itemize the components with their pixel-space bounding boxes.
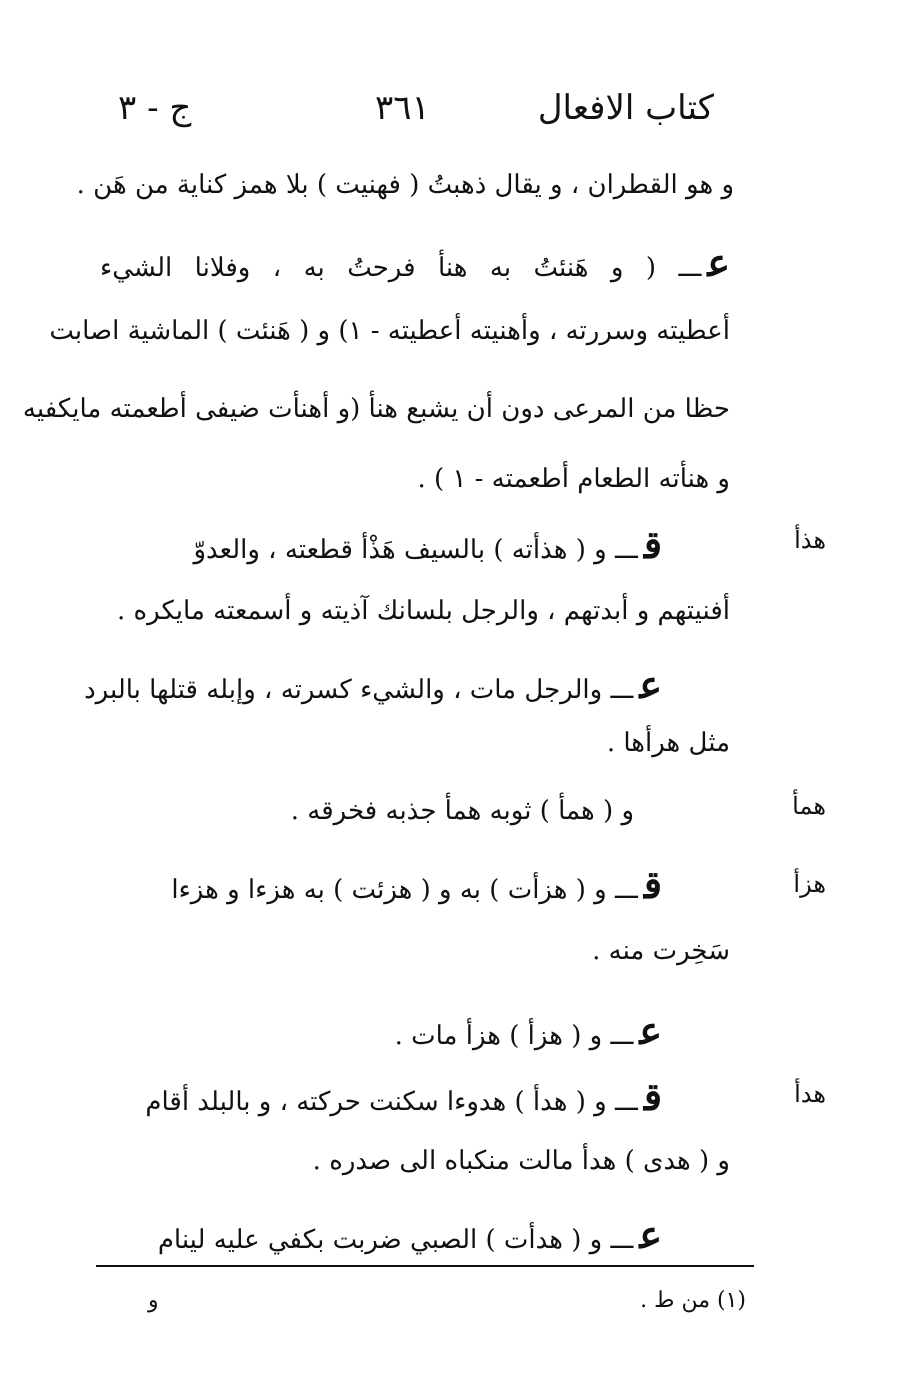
line-text: و ( هدى ) هدأ مالت منكباه الى صدره .	[312, 1146, 730, 1176]
text-line	[394, 1008, 662, 1053]
section-marker: ع	[707, 240, 730, 285]
line-text: ـــ و ( هذأته ) بالسيف هَذْأ قطعته ، والعدوّ	[193, 535, 638, 565]
headword: هزأ	[793, 870, 826, 898]
headword: هذأ	[794, 526, 826, 554]
line-text: ـــ والرجل مات ، والشيء كسرته ، وإبله قتلها بالبرد	[84, 675, 634, 705]
section-marker: ع	[639, 1212, 662, 1257]
line-text: و هو القطران ، و يقال ذهبتُ ( فهنيت ) بلا همز كناية من هَن .	[76, 170, 734, 200]
text-line	[117, 598, 730, 624]
catchword: و	[148, 1288, 159, 1313]
text-line	[100, 240, 730, 285]
text-line	[607, 730, 730, 756]
line-text: مثل هرأها .	[606, 728, 730, 758]
headword: هدأ	[794, 1080, 826, 1108]
line-text: و ( همأ ) ثوبه همأ جذبه فخرقه .	[290, 796, 634, 826]
text-line	[171, 862, 662, 907]
text-line	[49, 316, 730, 346]
line-text: ـــ ( و هَنئتُ به هنأ فرحتُ به ، وفلانا الشيء	[100, 253, 702, 283]
section-marker: ق	[643, 522, 662, 567]
footnote: (١) من ط .	[640, 1288, 746, 1313]
volume-label: ج - ٣	[118, 88, 192, 128]
text-line	[592, 938, 730, 964]
line-text: ـــ و ( هزأ ) هزأ مات .	[394, 1021, 634, 1051]
page-number: ٣٦١	[375, 88, 430, 128]
line-text: أفنيتهم و أبدتهم ، والرجل بلسانك آذيته و أسمعته مايكره .	[116, 596, 730, 626]
section-marker: ق	[643, 1074, 662, 1119]
footnote-divider	[96, 1265, 754, 1267]
line-text: ـــ و ( هدأت ) الصبي ضربت بكفي عليه لينام	[157, 1225, 634, 1255]
text-line	[313, 1148, 730, 1174]
text-line	[291, 798, 634, 824]
section-marker: ع	[639, 662, 662, 707]
section-marker: ق	[643, 862, 662, 907]
text-line	[145, 1074, 662, 1119]
line-text: ـــ و ( هزأت ) به و ( هزئت ) به هزءا و هزءا	[171, 875, 638, 905]
line-text: ـــ و ( هدأ ) هدوءا سكنت حركته ، و بالبلد أقام	[145, 1087, 638, 1117]
line-text: و هنأته الطعام أطعمته - ١ ) .	[417, 464, 730, 494]
headword: همأ	[792, 792, 826, 820]
line-text: سَخِرت منه .	[592, 936, 730, 966]
text-line	[77, 172, 734, 198]
text-line	[22, 394, 730, 424]
line-text: حظا من المرعى دون أن يشبع هنأ (و أهنأت ضيفى أطعمته مايكفيه	[22, 394, 730, 424]
running-title: كتاب الافعال	[537, 88, 714, 128]
text-line	[417, 466, 730, 492]
text-line	[193, 522, 662, 567]
text-line	[84, 662, 662, 707]
text-line	[157, 1212, 662, 1257]
section-marker: ع	[639, 1008, 662, 1053]
line-text: أعطيته وسررته ، وأهنيته أعطيته - ١) و ( هَنئت ) الماشية اصابت	[49, 316, 730, 346]
